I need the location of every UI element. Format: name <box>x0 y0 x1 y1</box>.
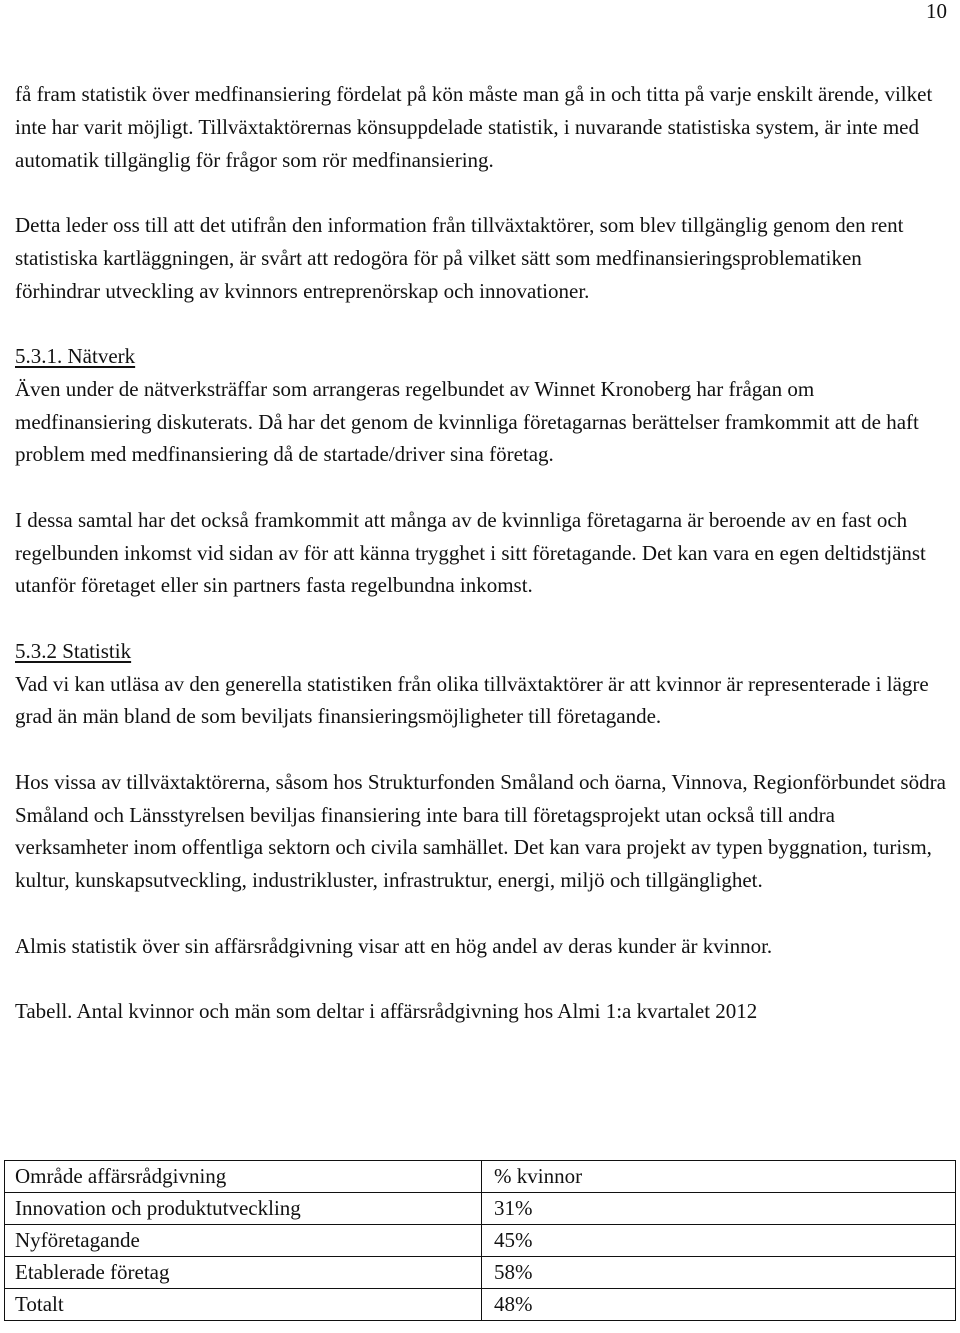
paragraph-2: Detta leder oss till att det utifrån den information från tillväxtaktörer, som blev tillgänglig genom den rent statistiska kartläggningen, är svårt att redogöra för på vilket sätt som medfinansieringsproblematiken förhindrar utveckling av kvinnors entreprenörskap och innovationer. <box>15 212 904 303</box>
table-cell-percent: 58% <box>482 1257 956 1289</box>
table-header-row <box>5 1161 956 1193</box>
paragraph-4: I dessa samtal har det också framkommit att många av de kvinnliga företagarna är beroende av en fast och regelbunden inkomst vid sidan av för att känna trygghet i sitt företagande. Det kan vara en egen deltidstjänst utanför företaget eller sin partners fasta regelbundna inkomst. <box>15 507 926 598</box>
table-cell-area: Etablerade företag <box>5 1257 482 1289</box>
table-cell-area: Innovation och produktutveckling <box>5 1193 482 1225</box>
table-row <box>5 1257 956 1289</box>
table-row <box>5 1289 956 1321</box>
table-caption: Tabell. Antal kvinnor och män som deltar i affärsrådgivning hos Almi 1:a kvartalet 2012 <box>15 998 758 1023</box>
paragraph-7: Almis statistik över sin affärsrådgivning visar att en hög andel av deras kunder är kvinnor. <box>15 933 773 958</box>
table-cell-percent: 45% <box>482 1225 956 1257</box>
table-header-cell: % kvinnor <box>482 1161 956 1193</box>
paragraph-5: Vad vi kan utläsa av den generella statistiken från olika tillväxtaktörer är att kvinnor är representerade i lägre grad än män bland de som beviljats finansieringsmöjligheter till företagande. <box>15 671 929 729</box>
table-cell-area: Nyföretagande <box>5 1225 482 1257</box>
almi-statistics-table <box>4 1160 956 1321</box>
table-row <box>5 1193 956 1225</box>
paragraph-6: Hos vissa av tillväxtaktörerna, såsom hos Strukturfonden Småland och öarna, Vinnova, Regionförbundet södra Småland och Länsstyrelsen beviljas finansiering inte bara till företagsprojekt utan också till andra verksamheter inom offentliga sektorn och civila samhället. Det kan vara projekt av typen byggnation, turism, kultur, kunskapsutveckling, industrikluster, infrastruktur, energi, miljö och tillgänglighet. <box>15 769 946 893</box>
paragraph-1: få fram statistik över medfinansiering fördelat på kön måste man gå in och titta på varje enskilt ärende, vilket inte har varit möjligt. Tillväxtaktörernas könsuppdelade statistik, i nuvarande statistiska system, är inte med automatik tillgänglig för frågor som rör medfinansiering. <box>15 82 933 172</box>
section-heading-statistik: 5.3.2 Statistik <box>15 638 132 663</box>
table-cell-percent: 31% <box>482 1193 956 1225</box>
table-cell-percent: 48% <box>482 1289 956 1321</box>
table-row <box>5 1225 956 1257</box>
table-cell-area: Totalt <box>5 1289 482 1321</box>
document-body <box>15 78 950 1028</box>
paragraph-3: Även under de nätverksträffar som arrangeras regelbundet av Winnet Kronoberg har frågan om medfinansiering diskuterats. Då har det genom de kvinnliga företagarnas berättelser framkommit att de haft problem med medfinansiering då de startade/driver sina företag. <box>15 376 919 467</box>
section-heading-natverk: 5.3.1. Nätverk <box>15 343 136 368</box>
page-number: 10 <box>926 0 947 23</box>
table-header-cell: Område affärsrådgivning <box>5 1161 482 1193</box>
